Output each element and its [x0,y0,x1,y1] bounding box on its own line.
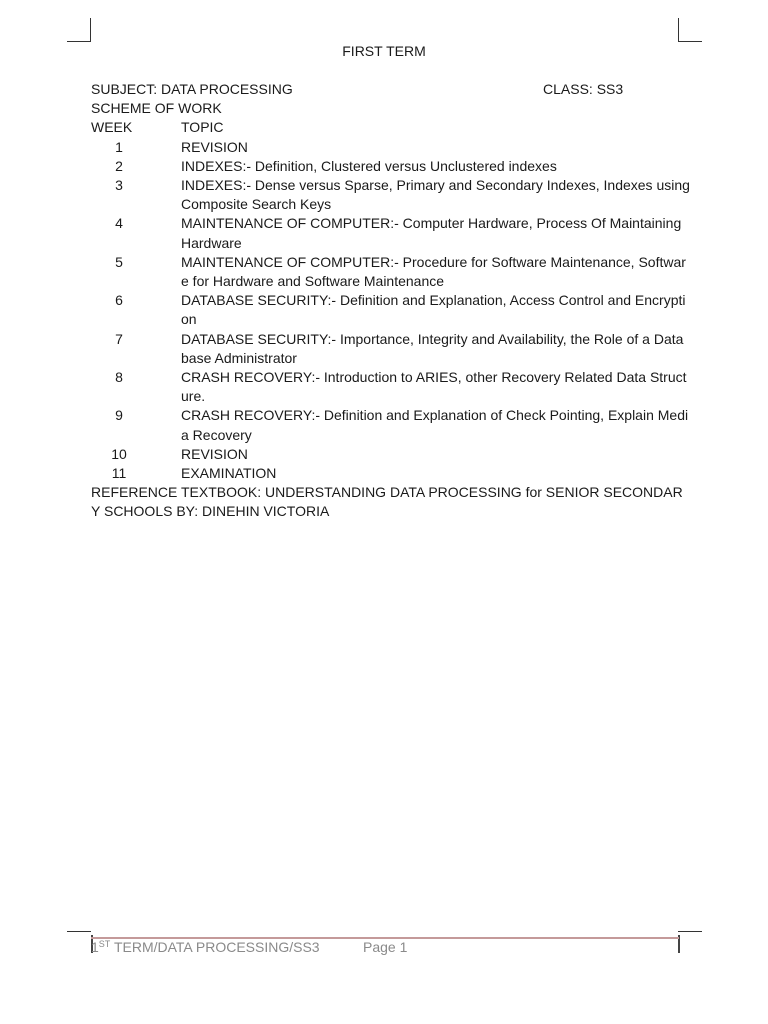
crop-mark-bottom-right [678,931,702,932]
week-number-cell [91,214,181,252]
table-row [91,330,691,368]
reference-textbook: REFERENCE TEXTBOOK: UNDERSTANDING DATA PROCESSING for SENIOR SECONDARY SCHOOLS BY: DINEHIN VICTORIA [91,484,683,520]
table-row [91,157,691,176]
table-row [91,138,691,157]
week-topic: MAINTENANCE OF COMPUTER:- Computer Hardware, Process Of Maintaining Hardware [181,215,682,251]
week-topic: DATABASE SECURITY:- Definition and Explanation, Access Control and Encryption [181,292,686,328]
week-number-cell [91,330,181,368]
crop-mark-top-left [90,18,91,42]
week-number-cell [91,157,181,176]
crop-mark-bottom-left [67,931,91,932]
table-row [91,368,691,406]
footer-term [91,939,320,955]
table-row [91,445,691,464]
week-number-cell [91,138,181,157]
week-topic: REVISION [181,138,248,155]
week-number-cell [91,406,181,444]
week-number: 8 [115,369,123,386]
weeks-list [91,138,691,484]
week-number-cell [91,368,181,406]
table-row [91,214,691,252]
week-number-cell [91,176,181,214]
subject-label: SUBJECT: DATA PROCESSING [91,81,293,97]
week-topic: EXAMINATION [181,465,277,482]
page-title: FIRST TERM [342,43,426,59]
week-number: 7 [115,330,123,347]
scheme-heading: SCHEME OF WORK [91,100,222,117]
week-number-cell [91,291,181,329]
footer-rest: TERM/DATA PROCESSING/SS3 [110,939,320,955]
footer-sup: ST [98,939,111,949]
week-header: WEEK [91,119,133,136]
week-number-cell [91,445,181,464]
week-topic: CRASH RECOVERY:- Introduction to ARIES, other Recovery Related Data Structure. [181,369,687,405]
crop-mark-top-right-h [678,41,702,42]
week-number-cell [91,464,181,483]
topic-header: TOPIC [181,119,224,136]
week-topic: INDEXES:- Definition, Clustered versus Unclustered indexes [181,157,557,174]
footer-num: 1 [91,939,99,955]
week-number: 10 [111,445,127,462]
table-header-row [91,118,691,137]
table-row [91,406,691,444]
week-number: 2 [115,157,123,174]
week-topic: CRASH RECOVERY:- Definition and Explanation of Check Pointing, Explain Media Recovery [181,407,689,443]
table-row [91,464,691,483]
week-topic: MAINTENANCE OF COMPUTER:- Procedure for Software Maintenance, Software for Hardware and Software Maintenance [181,253,686,290]
crop-mark-top-left-h [67,41,91,42]
week-topic: DATABASE SECURITY:- Importance, Integrity and Availability, the Role of a Database Administrator [181,330,684,366]
week-number: 5 [115,253,123,270]
crop-mark-top-right [678,18,679,42]
week-topic: REVISION [181,445,248,462]
subject-row [91,80,691,99]
class-label: CLASS: SS3 [543,81,624,97]
table-row [91,176,691,214]
footer-page-number: Page 1 [363,939,408,955]
week-number: 4 [115,215,123,232]
week-number: 3 [115,177,123,193]
table-row [91,253,691,291]
table-row [91,291,691,329]
week-topic: INDEXES:- Dense versus Sparse, Primary and Secondary Indexes, Indexes using Composite Search Keys [181,177,690,213]
document-body [91,80,691,522]
week-number: 11 [111,465,127,482]
week-number: 1 [115,138,123,155]
week-number: 9 [115,407,123,424]
week-number-cell [91,253,181,291]
week-number: 6 [115,292,123,309]
